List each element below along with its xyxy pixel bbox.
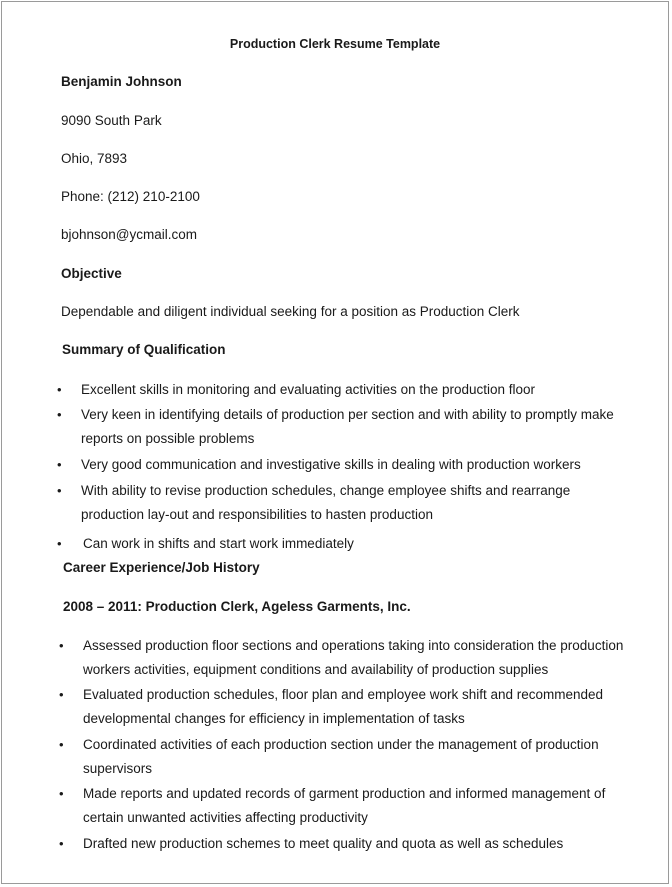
bullet-icon: • bbox=[57, 382, 62, 397]
summary-item-text: Very good communication and investigative skills in dealing with production workers bbox=[81, 457, 581, 472]
bullet-icon: • bbox=[59, 786, 64, 801]
bullet-icon: • bbox=[57, 407, 62, 422]
bullet-icon: • bbox=[59, 687, 64, 702]
phone-line: Phone: (212) 210-2100 bbox=[61, 189, 200, 204]
career-item-text: Assessed production floor sections and operations taking into consideration the production workers activities, equipment conditions and availability of production supplies bbox=[83, 638, 624, 677]
document-title: Production Clerk Resume Template bbox=[229, 37, 441, 51]
address-line-2: Ohio, 7893 bbox=[61, 151, 128, 166]
summary-item-text: Very keen in identifying details of production per section and with ability to promptly make reports on possible problems bbox=[81, 407, 614, 446]
list-item bbox=[59, 782, 629, 830]
list-item bbox=[59, 832, 639, 856]
bullet-icon: • bbox=[59, 836, 64, 851]
job-title: 2008 – 2011: Production Clerk, Ageless Garments, Inc. bbox=[63, 599, 411, 614]
list-item bbox=[57, 479, 582, 527]
list-item bbox=[59, 683, 629, 731]
career-item-text: Made reports and updated records of garment production and informed management of certain unwanted activities affecting productivity bbox=[83, 786, 606, 825]
list-item bbox=[57, 403, 627, 451]
summary-item-text: With ability to revise production schedules, change employee shifts and rearrange production lay-out and responsibilities to hasten production bbox=[81, 483, 571, 522]
list-item bbox=[57, 532, 627, 556]
bullet-icon: • bbox=[57, 536, 62, 551]
bullet-icon: • bbox=[59, 737, 64, 752]
career-item-text: Evaluated production schedules, floor plan and employee work shift and recommended developmental changes for efficiency in implementation of tasks bbox=[83, 687, 604, 726]
objective-heading: Objective bbox=[61, 266, 122, 281]
list-item bbox=[57, 453, 627, 477]
candidate-name: Benjamin Johnson bbox=[61, 74, 182, 89]
address-line-1: 9090 South Park bbox=[61, 113, 162, 128]
summary-item-text: Excellent skills in monitoring and evaluating activities on the production floor bbox=[81, 382, 535, 397]
email-line: bjohnson@ycmail.com bbox=[61, 227, 198, 242]
career-item-text: Coordinated activities of each production section under the management of production supervisors bbox=[83, 737, 599, 776]
bullet-icon: • bbox=[59, 638, 64, 653]
career-heading: Career Experience/Job History bbox=[63, 560, 260, 575]
career-item-text: Drafted new production schemes to meet quality and quota as well as schedules bbox=[83, 836, 564, 851]
resume-page bbox=[1, 1, 669, 884]
list-item bbox=[57, 378, 627, 402]
summary-item-text: Can work in shifts and start work immediately bbox=[83, 536, 354, 551]
bullet-icon: • bbox=[57, 483, 62, 498]
summary-heading: Summary of Qualification bbox=[62, 342, 226, 357]
objective-text: Dependable and diligent individual seeking for a position as Production Clerk bbox=[61, 304, 520, 319]
bullet-icon: • bbox=[57, 457, 62, 472]
list-item bbox=[59, 733, 629, 781]
list-item bbox=[59, 634, 639, 682]
